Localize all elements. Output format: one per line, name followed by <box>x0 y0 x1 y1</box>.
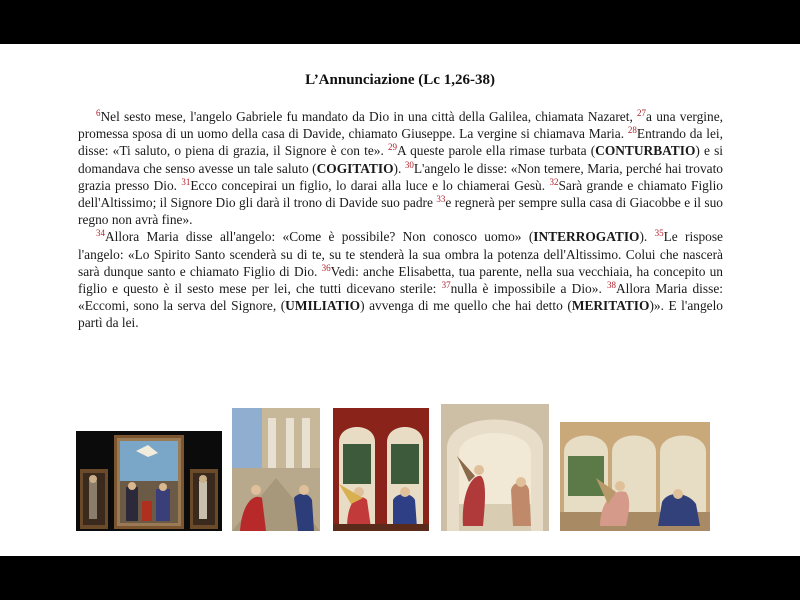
verse-number: 36 <box>321 262 331 273</box>
verse-number: 31 <box>181 176 191 187</box>
verse-text: a una vergine, promessa sposa di un uomo della casa di Davide, chiamato Giuseppe. La vergine si chiamava Maria. <box>78 109 724 142</box>
verse-text: Entrando da lei, disse: «Ti saluto, o piena di grazia, il Signore è con te». <box>78 126 723 159</box>
verse-number: 30 <box>404 159 414 170</box>
verse-number: 6 <box>96 108 101 118</box>
keyword: INTERROGATIO <box>533 229 640 245</box>
verse-text: nulla è impossibile a Dio». <box>450 281 607 297</box>
verse-number: 34 <box>96 228 105 239</box>
verse-text: ). <box>639 229 655 245</box>
verse-text: Ecco concepirai un figlio, lo darai alla luce e lo chiamerai Gesù. <box>190 177 550 193</box>
verse-text: Vedi: anche Elisabetta, tua parente, nella sua vecchiaia, ha concepito un figlio e questo è il sesto mese per lei, che tutti dicevano sterile: <box>78 263 723 297</box>
annunciation-red-arches-painting-image <box>333 408 429 531</box>
slide <box>0 44 800 556</box>
verse-number: 29 <box>388 142 398 153</box>
verse-text: Allora Maria disse: «Eccomi, sono la serva del Signore, ( <box>78 281 723 314</box>
verse-number: 27 <box>637 108 647 118</box>
keyword: UMILIATIO <box>285 298 361 314</box>
verse-text: Le rispose l'angelo: «Lo Spirito Santo scenderà su di te, su te stenderà la sua ombra la potenza dell'Altissimo. Colui che nascerà sarà dunque santo e chiamato Figlio di Dio. <box>78 229 723 279</box>
keyword: COGITATIO <box>316 160 394 176</box>
verse-text: )». E l'angelo partì da lei. <box>78 298 724 331</box>
verse-text: e regnerà per sempre sulla casa di Giacobbe e il suo regno non avrà fine». <box>78 195 723 228</box>
scripture-text <box>78 108 723 332</box>
keyword: CONTURBATIO <box>595 143 696 159</box>
annunciation-fresco-loggia-image <box>560 422 710 531</box>
verse-number: 37 <box>441 280 451 291</box>
keyword: MERITATIO <box>571 298 650 314</box>
verse-number: 32 <box>549 176 559 187</box>
verse-text: Nel sesto mese, l'angelo Gabriele fu mandato da Dio in una città della Galilea, chiamata Nazaret, <box>100 109 638 124</box>
verse-number: 33 <box>436 194 446 205</box>
verse-text: ). <box>393 160 405 176</box>
paragraph-1 <box>78 108 723 228</box>
annunciation-fresco-arch-image <box>441 404 549 531</box>
verse-text: Allora Maria disse all'angelo: «Come è possibile? Non conosco uomo» ( <box>105 229 534 245</box>
verse-text: ) avvenga di me quello che hai detto ( <box>360 298 572 314</box>
page-title: L’Annunciazione (Lc 1,26-38) <box>305 72 495 88</box>
annunciation-architecture-painting-image <box>232 408 320 531</box>
paragraph-2 <box>78 228 723 331</box>
verse-text: A queste parole ella rimase turbata ( <box>397 143 596 159</box>
annunciation-triptych-image <box>76 431 222 531</box>
verse-number: 38 <box>606 280 616 291</box>
verse-text: ) e si domandava che senso avesse un tale saluto ( <box>78 143 724 176</box>
verse-text: Sarà grande e chiamato Figlio dell'Altissimo; il Signore Dio gli darà il trono di Davide suo padre <box>78 177 724 211</box>
verse-number: 35 <box>654 228 664 239</box>
verse-text: L'angelo le disse: «Non temere, Maria, perché hai trovato grazia presso Dio. <box>78 160 724 193</box>
verse-number: 28 <box>627 125 637 136</box>
